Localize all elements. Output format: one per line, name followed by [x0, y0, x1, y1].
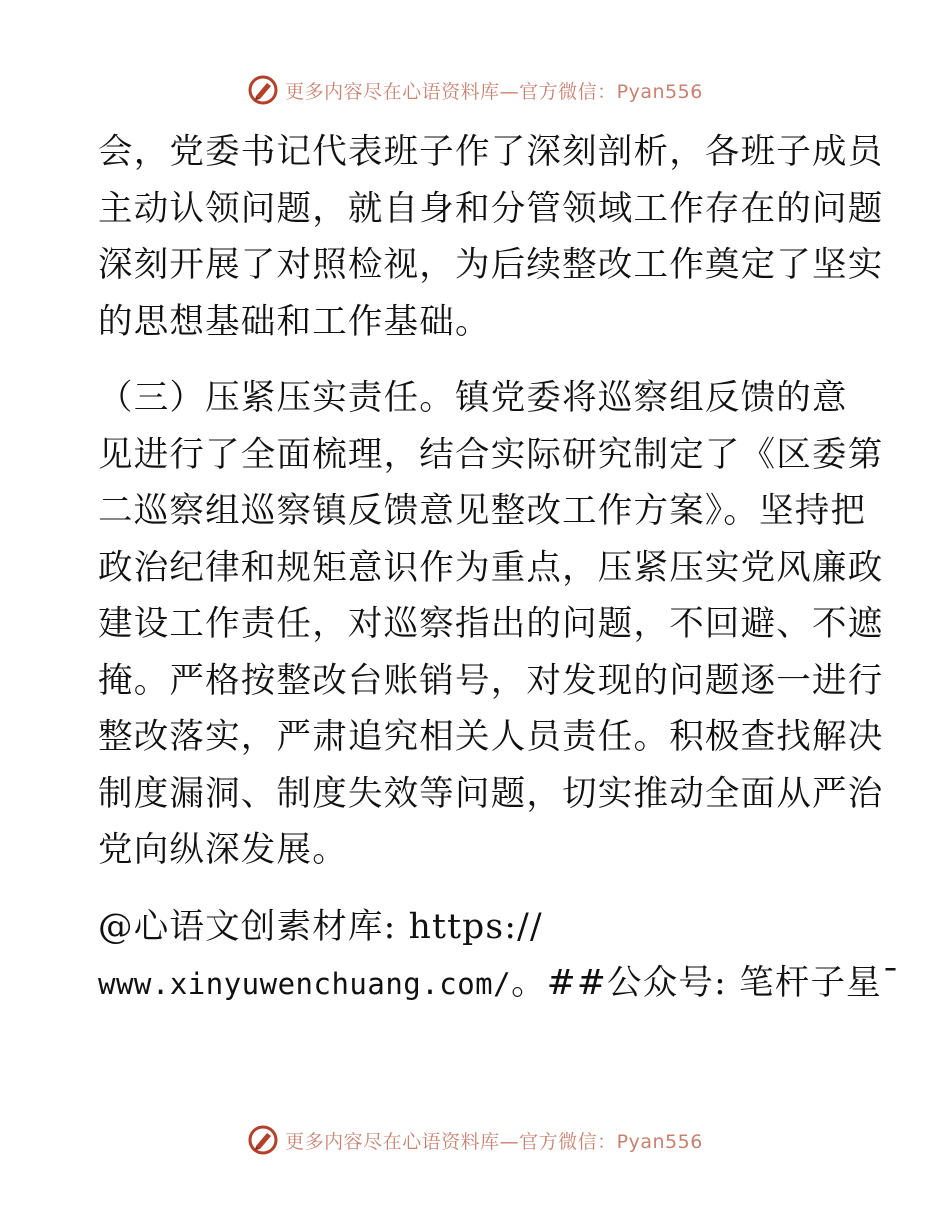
- text-line: 的思想基础和工作基础。: [98, 301, 491, 342]
- source-line: [98, 955, 901, 1012]
- source-line: [98, 899, 858, 956]
- pen-logo-icon: [247, 1124, 279, 1156]
- website-url[interactable]: www.xinyuwenchuang.com/: [98, 967, 512, 1001]
- watermark-text: 更多内容尽在心语资料库—官方微信：Pyan556: [285, 1130, 703, 1153]
- text-line: 党向纵深发展。: [98, 830, 348, 870]
- text-line: 主动认领问题，就自身和分管领域工作存在的问题: [98, 188, 884, 229]
- watermark-text: 更多内容尽在心语资料库—官方微信：Pyan556: [285, 80, 703, 103]
- watermark-footer: [0, 1122, 950, 1158]
- text-line: 制度漏洞、制度失效等问题，切实推动全面从严治: [98, 773, 884, 814]
- text-line: 掩。严格按整改台账销号，对发现的问题逐一进行: [98, 660, 884, 701]
- text-line: 会，党委书记代表班子作了深刻剖析，各班子成员: [98, 132, 884, 172]
- paragraph-continuation: [98, 124, 884, 350]
- pen-logo-icon: [247, 74, 279, 106]
- text-line: 政治纪律和规矩意识作为重点，压紧压实党风廉政: [98, 547, 884, 588]
- wechat-account: 。##公众号: 笔杆子星¯: [511, 963, 901, 1003]
- source-prefix: @心语文创素材库: https://: [98, 906, 543, 947]
- text-line: 整改落实，严肃追究相关人员责任。积极查找解决: [98, 717, 884, 757]
- text-line: （三）压紧压实责任。镇党委将巡察组反馈的意: [98, 378, 848, 418]
- watermark-header: [0, 72, 950, 108]
- source-note: [98, 899, 901, 1012]
- paragraph-section-three: [98, 370, 884, 879]
- document-body: [98, 124, 901, 1012]
- text-line: 二巡察组巡察镇反馈意见整改工作方案》。坚持把: [98, 491, 867, 531]
- text-line: 见进行了全面梳理，结合实际研究制定了《区委第: [98, 434, 884, 475]
- text-line: 建设工作责任，对巡察指出的问题，不回避、不遮: [98, 604, 884, 644]
- text-line: 深刻开展了对照检视，为后续整改工作奠定了坚实: [98, 245, 884, 285]
